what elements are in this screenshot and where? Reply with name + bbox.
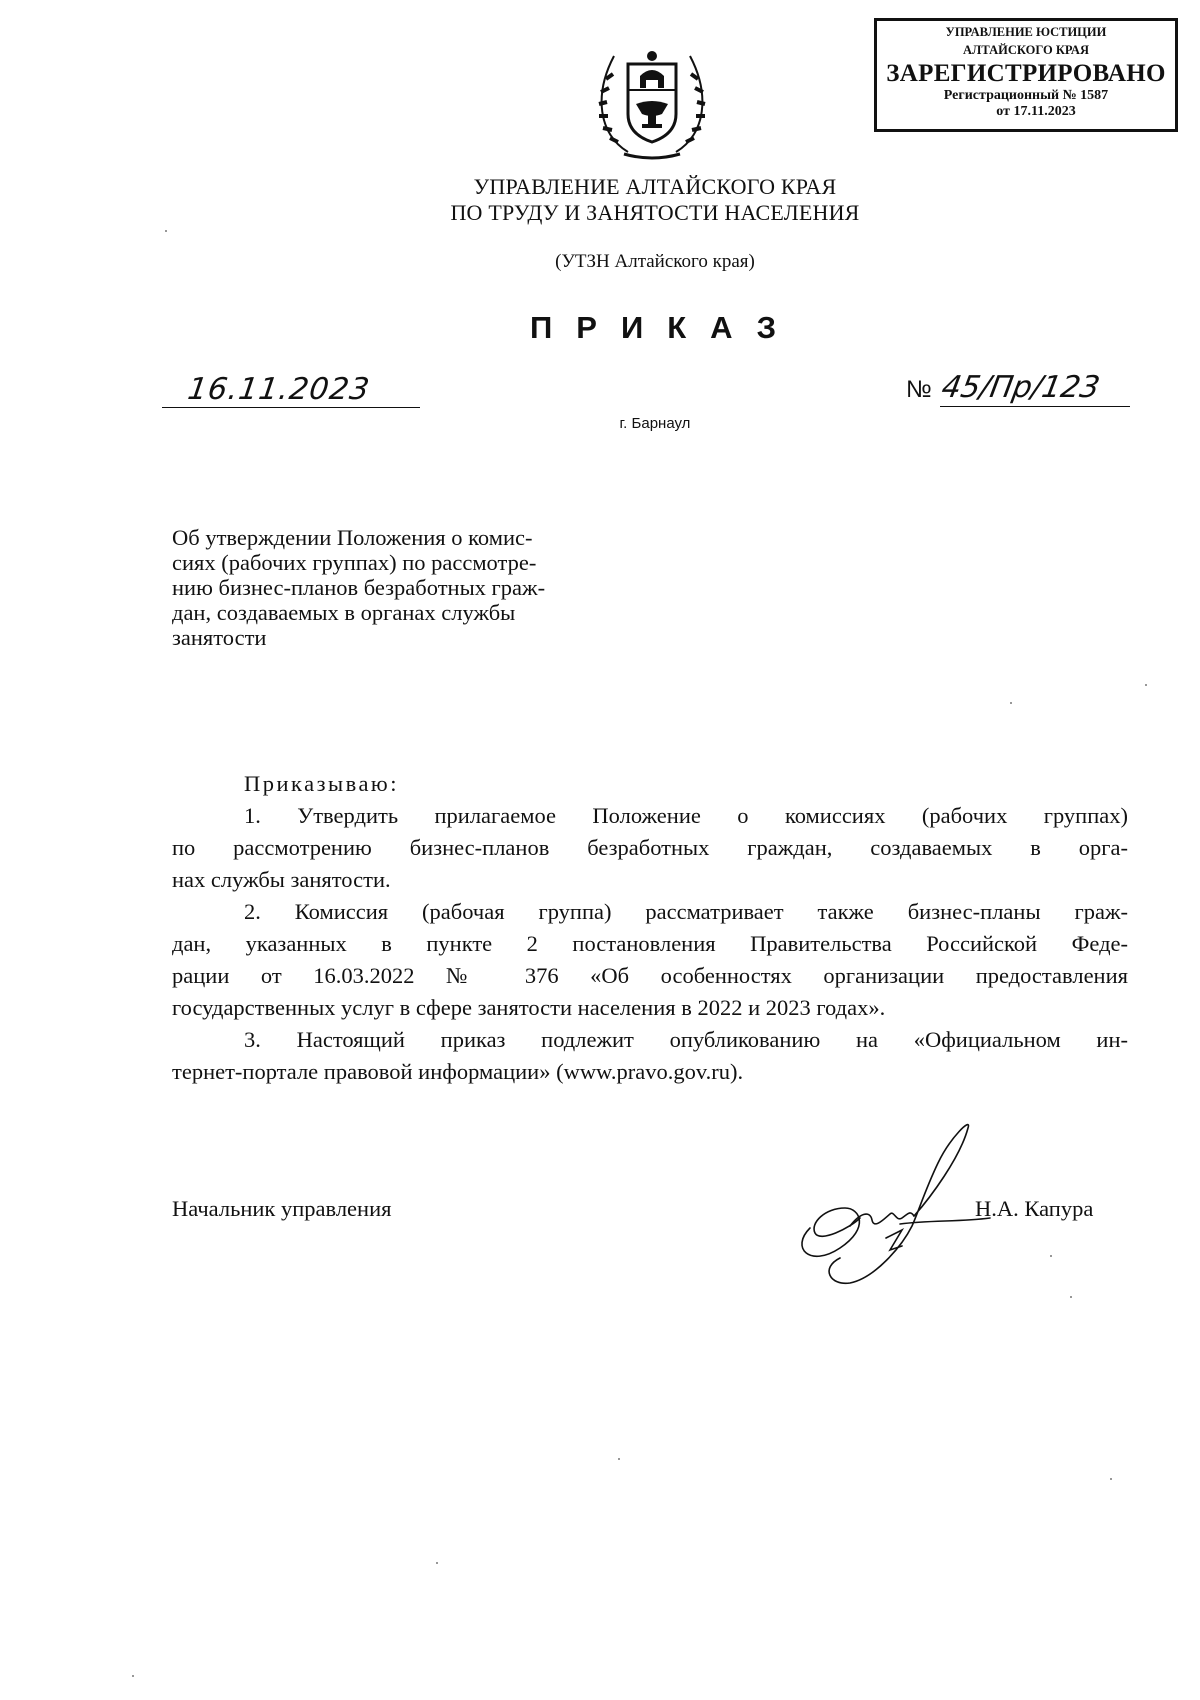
paragraph-1 (172, 800, 1128, 896)
stamp-reg-date: от 17.11.2023 (996, 104, 1076, 119)
number-label: № (906, 376, 932, 403)
handwritten-number: 45/Пр/123 (938, 370, 1103, 405)
stamp-org-line1: УПРАВЛЕНИЕ ЮСТИЦИИ (945, 25, 1107, 39)
signer-position: Начальник управления (172, 1196, 392, 1221)
paragraph-line: нах службы занятости. (172, 867, 391, 892)
scan-speck (1110, 1478, 1112, 1480)
scan-speck (165, 230, 167, 232)
scan-speck (436, 1562, 438, 1564)
coat-of-arms-icon (588, 34, 716, 162)
date-underline (162, 407, 420, 408)
subject-line: нию бизнес-планов безработных граж- (172, 575, 546, 600)
stamp-org-line2: АЛТАЙСКОГО КРАЯ (963, 43, 1089, 57)
org-abbreviation: (УТЗН Алтайского края) (555, 251, 755, 272)
subject-line: сиях (рабочих группах) по рассмотре- (172, 550, 537, 575)
order-subject (172, 525, 652, 650)
paragraph-line: 2. Комиссия (рабочая группа) рассматривает также бизнес-планы граж- (244, 899, 1128, 924)
registration-stamp (874, 18, 1178, 132)
subject-line: Об утверждении Положения о комис- (172, 525, 533, 550)
scan-speck (132, 1675, 134, 1677)
order-body (172, 768, 1128, 1088)
signer-name: Н.А. Капура (975, 1196, 1094, 1221)
handwritten-signature-icon (790, 1118, 995, 1288)
paragraph-line: тернет-портале правовой информации» (www.pravo.gov.ru). (172, 1059, 744, 1084)
scan-speck (1050, 1255, 1052, 1257)
scan-speck (1070, 1296, 1072, 1298)
city: г. Барнаул (619, 415, 691, 432)
scan-speck (1145, 684, 1147, 686)
paragraph-line: 1. Утвердить прилагаемое Положение о комиссиях (рабочих группах) (244, 803, 1128, 828)
stamp-reg-number: Регистрационный № 1587 (943, 88, 1109, 103)
paragraph-line: государственных услуг в сфере занятости населения в 2022 и 2023 годах». (172, 995, 886, 1020)
paragraph-line: рации от 16.03.2022 № 376 «Об особенностях организации предоставления (172, 963, 1128, 988)
org-name-line2: ПО ТРУДУ И ЗАНЯТОСТИ НАСЕЛЕНИЯ (450, 200, 860, 225)
order-word: Приказываю: (244, 771, 399, 796)
org-name-line1: УПРАВЛЕНИЕ АЛТАЙСКОГО КРАЯ (473, 174, 837, 199)
paragraph-3 (172, 1024, 1128, 1088)
scan-speck (618, 1458, 620, 1460)
paragraph-line: дан, указанных в пункте 2 постановления Правительства Российской Феде- (172, 931, 1128, 956)
number-underline (940, 406, 1130, 407)
document-type: ПРИКАЗ (530, 310, 800, 345)
paragraph-line: по рассмотрению бизнес-планов безработных граждан, создаваемых в орга- (172, 835, 1128, 860)
stamp-status: ЗАРЕГИСТРИРОВАНО (886, 60, 1166, 87)
paragraph-line: 3. Настоящий приказ подлежит опубликованию на «Официальном ин- (244, 1027, 1128, 1052)
scan-speck (1010, 702, 1012, 704)
paragraph-2 (172, 896, 1128, 1024)
subject-line: занятости (172, 625, 267, 650)
handwritten-date: 16.11.2023 (185, 372, 373, 407)
subject-line: дан, создаваемых в органах службы (172, 600, 516, 625)
